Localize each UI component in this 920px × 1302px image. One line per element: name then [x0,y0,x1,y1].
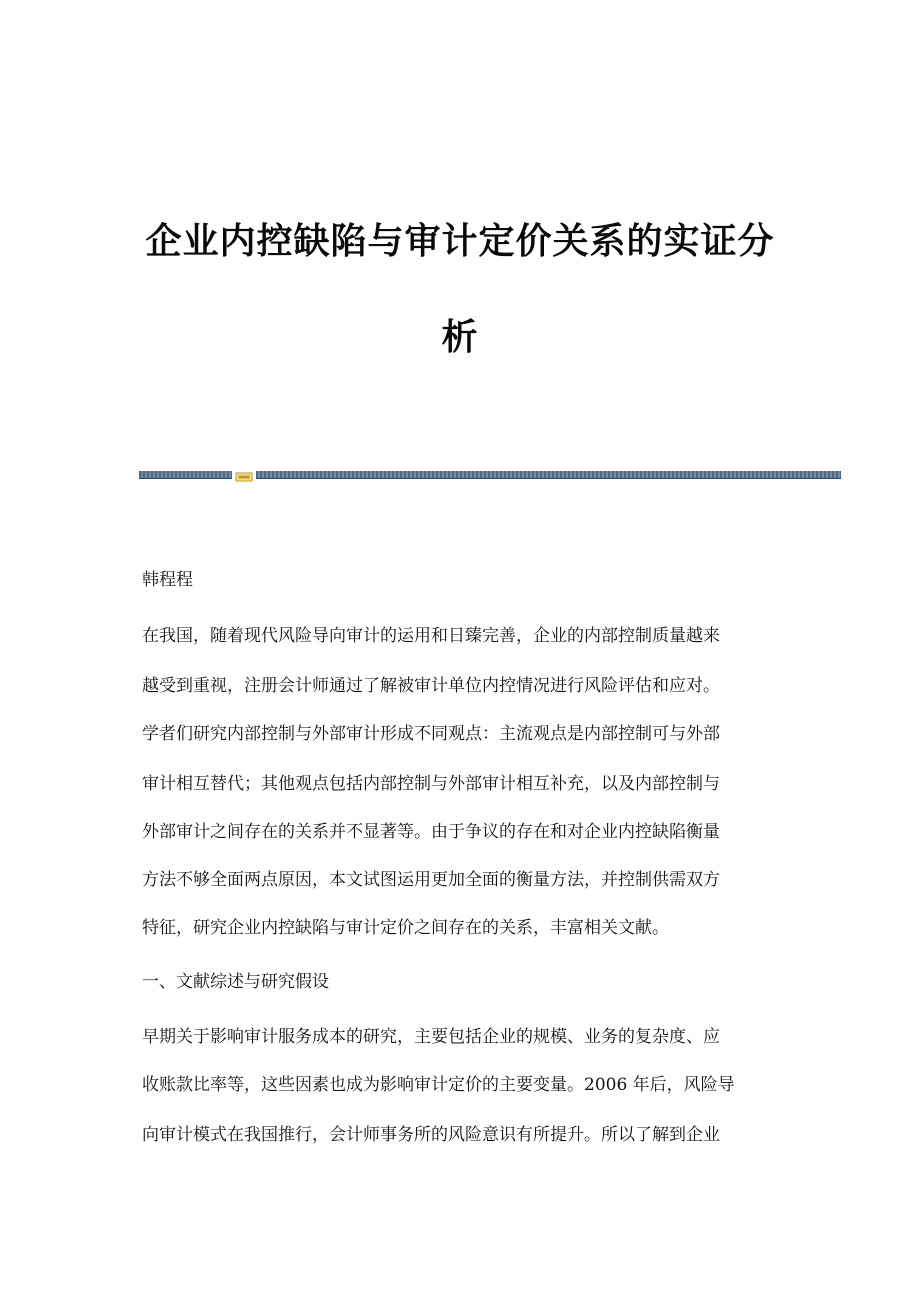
document-title-line-2: 析 [441,317,479,358]
ornament-icon [235,468,253,480]
paragraph-line: 收账款比率等，这些因素也成为影响审计定价的主要变量。2006 年后，风险导 [142,1075,735,1095]
paragraph-line: 在我国，随着现代风险导向审计的运用和日臻完善，企业的内部控制质量越来 [142,626,720,646]
paragraph-line: 学者们研究内部控制与外部审计形成不同观点：主流观点是内部控制可与外部 [142,724,720,744]
paragraph-line: 向审计模式在我国推行，会计师事务所的风险意识有所提升。所以了解到企业 [142,1125,720,1145]
author-name: 韩程程 [142,570,193,590]
document-title-line-1: 企业内控缺陷与审计定价关系的实证分 [145,221,775,262]
section-heading: 一、文献综述与研究假设 [142,972,329,992]
divider-bar-right [256,471,841,478]
divider-bar-left [139,471,232,478]
paragraph-line: 早期关于影响审计服务成本的研究，主要包括企业的规模、业务的复杂度、应 [142,1027,720,1047]
paragraph-line: 方法不够全面两点原因，本文试图运用更加全面的衡量方法，并控制供需双方 [142,870,720,890]
title-divider [139,468,841,480]
paragraph-line: 越受到重视，注册会计师通过了解被审计单位内控情况进行风险评估和应对。 [142,676,720,696]
paragraph-line: 外部审计之间存在的关系并不显著等。由于争议的存在和对企业内控缺陷衡量 [142,822,720,842]
paragraph-line: 审计相互替代；其他观点包括内部控制与外部审计相互补充，以及内部控制与 [142,774,720,794]
paragraph-line: 特征，研究企业内控缺陷与审计定价之间存在的关系，丰富相关文献。 [142,918,669,938]
